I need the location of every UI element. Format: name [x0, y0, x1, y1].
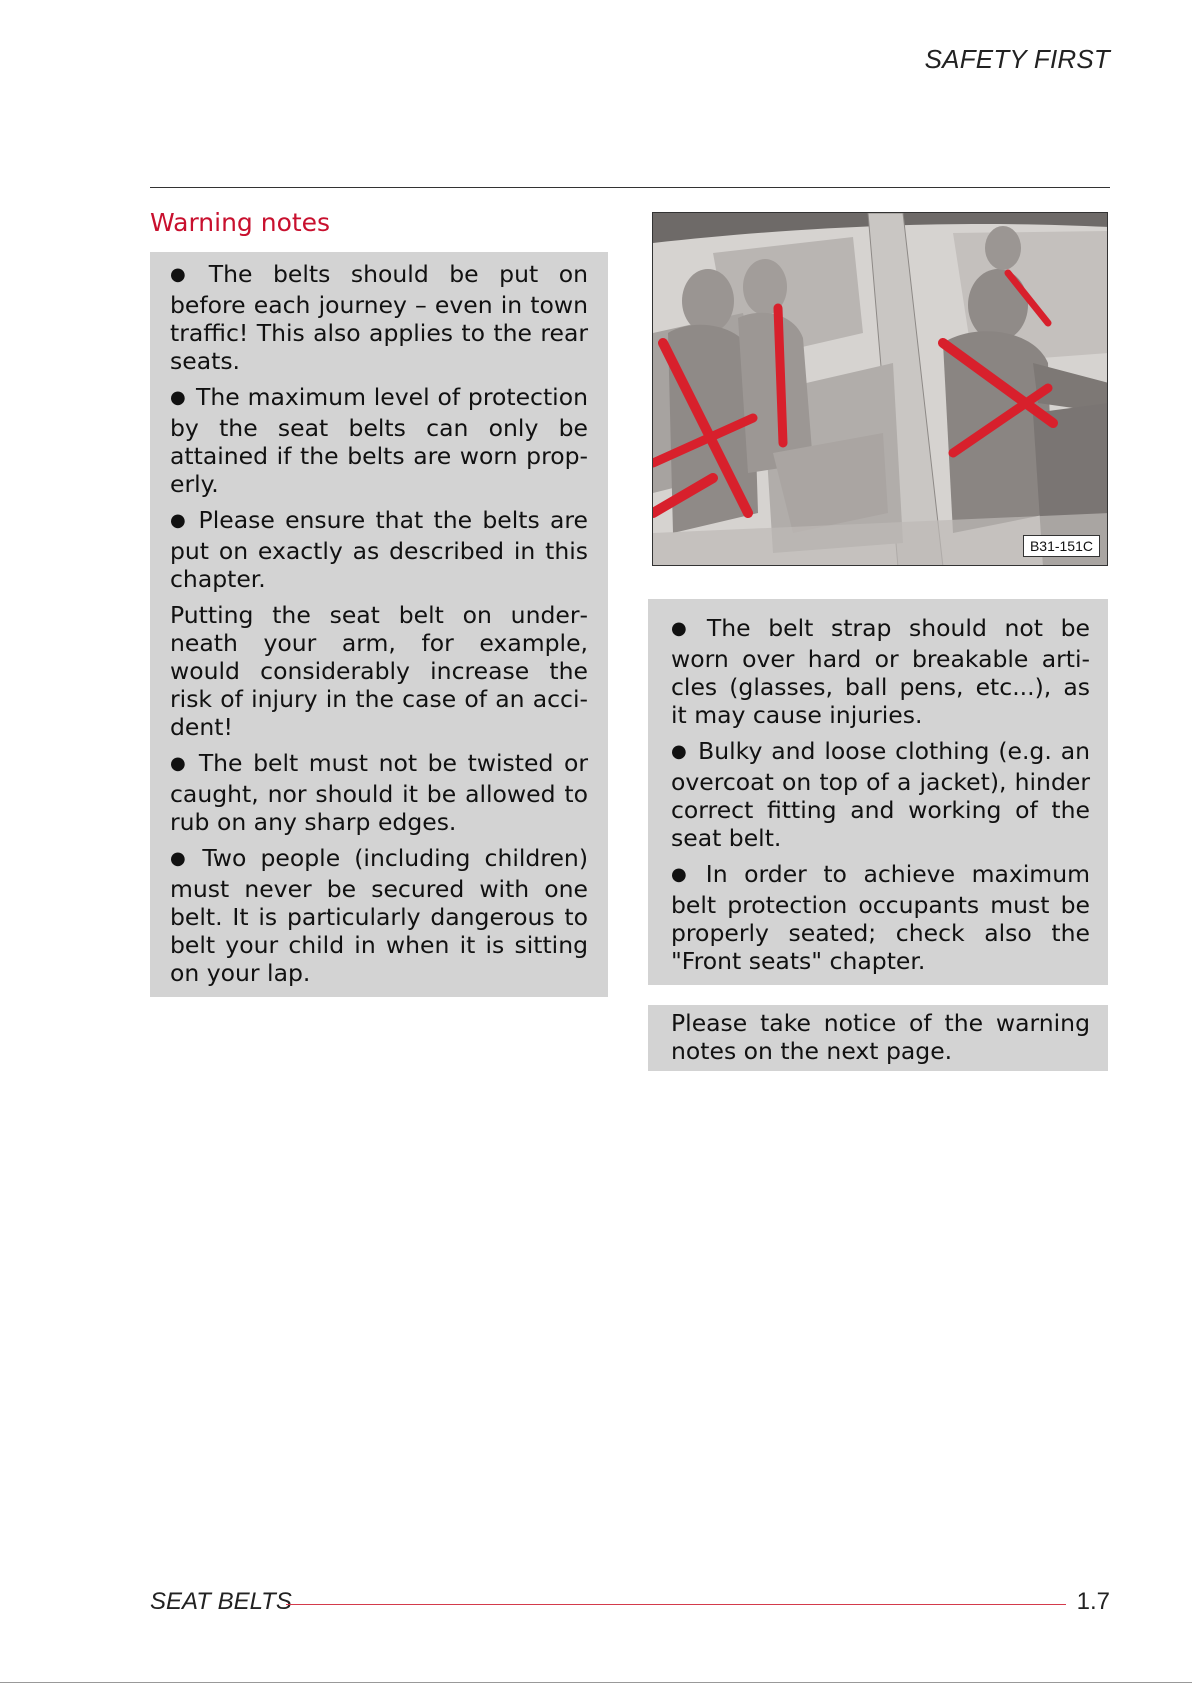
bullet-icon: ●	[170, 264, 199, 285]
next-page-notice-box	[648, 1005, 1108, 1071]
warning-paragraph: ● The belts should be put on before each journey – even in town traffic! This also applies to the rear seats.	[170, 260, 588, 375]
warning-paragraph: ● Please ensure that the belts are put on exactly as described in this chapter.	[170, 506, 588, 593]
warning-notes-box	[150, 252, 608, 997]
figure-code: B31-151C	[1023, 535, 1100, 557]
section-title: Warning notes	[150, 208, 331, 237]
belt-paragraph: ● In order to achieve maximum belt protection occupants must be properly seated; check also the "Front seats" chapter.	[671, 860, 1090, 975]
bullet-icon: ●	[170, 848, 193, 869]
belt-paragraph: ● Bulky and loose clothing (e.g. an overcoat on top of a jacket), hinder correct fitting and working of the seat belt.	[671, 737, 1090, 852]
running-header: SAFETY FIRST	[924, 44, 1110, 74]
seat-belt-illustration	[652, 212, 1108, 566]
page-number: 1.7	[1076, 1588, 1110, 1615]
header-divider	[150, 187, 1110, 188]
bullet-icon: ●	[671, 618, 697, 639]
bullet-icon: ●	[170, 753, 189, 774]
car-interior-drawing	[653, 213, 1108, 566]
footer-divider	[286, 1604, 1066, 1605]
bullet-icon: ●	[170, 510, 189, 531]
warning-paragraph: Putting the seat belt on underneath your arm, for example, would considerably increase the risk of injury in the case of an accident!	[170, 601, 588, 741]
belt-paragraph: ● The belt strap should not be worn over hard or breakable articles (glasses, ball pens, etc...), as it may cause injuries.	[671, 614, 1090, 729]
warning-paragraph: ● The maximum level of protection by the seat belts can only be attained if the belts are worn properly.	[170, 383, 588, 498]
notice-text: Please take notice of the warning notes on the next page.	[671, 1009, 1090, 1065]
bullet-icon: ●	[671, 864, 696, 885]
page-edge	[0, 1682, 1192, 1683]
bullet-icon: ●	[671, 741, 689, 762]
footer-section-name: SEAT BELTS	[150, 1588, 292, 1615]
warning-paragraph: ● Two people (including children) must never be secured with one belt. It is particularly dangerous to belt your child in when it is sitting on your lap.	[170, 844, 588, 987]
warning-paragraph: ● The belt must not be twisted or caught, nor should it be allowed to rub on any sharp edges.	[170, 749, 588, 836]
belt-notes-box	[648, 599, 1108, 985]
bullet-icon: ●	[170, 387, 187, 408]
